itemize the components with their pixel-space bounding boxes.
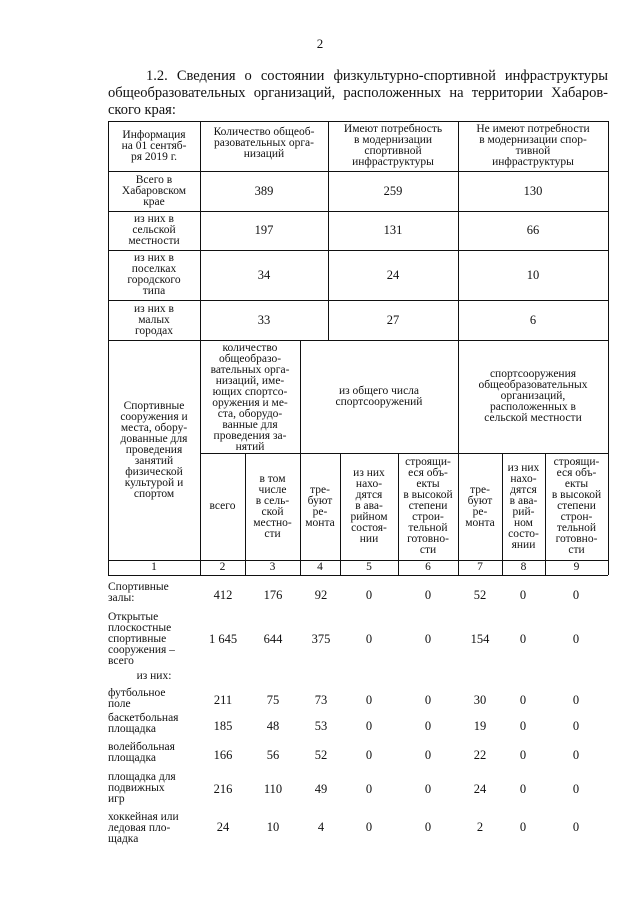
column-number: 4 [317, 561, 323, 573]
data-cell: 22 [473, 748, 487, 762]
data-cell: 0 [365, 693, 373, 707]
data-cell: 0 [365, 748, 373, 762]
data-cell: 0 [572, 693, 580, 707]
data-row-label: Открытые плоскостные спортивные сооружения – всего [108, 611, 175, 667]
table1-cell: 33 [257, 312, 271, 327]
data-cell: 0 [519, 693, 527, 707]
table2-group-header: спортсооружения общеобразовательных организаций, расположенных в сельской местности [478, 368, 588, 424]
table2-subheader: строящи- еся объ- екты в высокой степени строи- тельной готовно- сти [403, 456, 453, 556]
table1-header-info: Информация на 01 сентяб- ря 2019 г. [121, 128, 187, 163]
data-row-label: хоккейная или ледовая пло- щадка [108, 811, 179, 845]
table1-cell: 6 [529, 312, 537, 327]
data-cell: 75 [266, 693, 280, 707]
data-row-label: площадка для подвижных игр [108, 771, 176, 805]
data-cell: 92 [314, 588, 328, 602]
data-row-label: баскетбольная площадка [108, 712, 179, 735]
data-cell: 0 [424, 632, 432, 646]
data-cell: 0 [365, 632, 373, 646]
data-cell: 30 [473, 693, 487, 707]
data-cell: 0 [572, 632, 580, 646]
data-cell: 0 [572, 588, 580, 602]
table2-group-header: количество общеобразо- вательных орга- низаций, име- ющих спортсо- оружения и ме- ста, оборудо- ванные для проведения за- нятий [210, 342, 290, 453]
table1-row-label: Всего в Хабаровском крае [121, 173, 187, 208]
table1-header-count: Количество общеоб- разовательных орга- низаций [213, 126, 315, 160]
data-row-label: футбольное поле [108, 687, 166, 710]
column-number: 1 [151, 561, 157, 573]
data-cell: 0 [519, 820, 527, 834]
table1-cell: 24 [386, 267, 400, 282]
data-cell: 0 [572, 782, 580, 796]
data-cell: 0 [365, 719, 373, 733]
column-number: 2 [219, 561, 226, 573]
data-cell: 49 [314, 782, 328, 796]
table2-side-header: Спортивные сооружения и места, обору- дованные для проведения занятий физической культурой и спортом [120, 399, 188, 500]
data-cell: 4 [317, 820, 325, 834]
table1-cell: 197 [254, 223, 274, 237]
data-cell: 24 [216, 820, 230, 834]
table1-cell: 66 [526, 223, 540, 237]
data-cell: 0 [572, 820, 580, 834]
table2-subheader: в том числе в сель- ской местно- сти [253, 472, 292, 540]
column-number: 3 [269, 561, 276, 573]
data-cell: 10 [266, 820, 280, 834]
table2-group-header: из общего числа спортсооружений [335, 384, 423, 408]
data-cell: 211 [213, 693, 233, 707]
heading-line-3: ского края: [108, 102, 176, 118]
data-cell: 56 [266, 748, 280, 762]
table1-cell: 389 [254, 183, 274, 198]
table1-cell: 27 [386, 312, 400, 327]
data-cell: 19 [473, 719, 487, 733]
data-cell: 154 [470, 632, 490, 646]
data-cell: 0 [365, 820, 373, 834]
table2-subheader: из них нахо- дятся в ава- рий- ном состо- янии [507, 461, 540, 551]
data-cell: 0 [365, 588, 373, 602]
table2-subheader: тре- буют ре- монта [305, 483, 335, 529]
data-row-label: из них: [136, 670, 172, 682]
data-cell: 1 645 [208, 632, 238, 646]
data-cell: 52 [314, 748, 328, 762]
table1-cell: 130 [523, 183, 543, 198]
data-cell: 2 [476, 820, 484, 834]
table2-subheader: из них нахо- дятся в ава- рийном состоя- нии [350, 467, 388, 545]
table1-header-need: Имеют потребность в модернизации спортивной инфраструктуры [343, 123, 443, 168]
column-number: 8 [520, 561, 527, 573]
table2-subheader: тре- буют ре- монта [465, 483, 495, 529]
data-cell: 0 [424, 719, 432, 733]
data-cell: 412 [213, 588, 233, 602]
data-cell: 0 [519, 719, 527, 733]
data-cell: 53 [314, 719, 328, 733]
heading-line-1: 1.2. Сведения о состоянии физкультурно-спортивной инфраструктуры [146, 68, 608, 84]
data-cell: 0 [424, 748, 432, 762]
data-cell: 0 [424, 820, 432, 834]
data-cell: 0 [424, 693, 432, 707]
table2-subheader: всего [209, 500, 236, 512]
table1-row-label: из них в поселках городского типа [127, 252, 181, 297]
data-cell: 0 [519, 632, 527, 646]
column-number: 7 [477, 561, 483, 573]
data-cell: 375 [311, 632, 331, 646]
data-cell: 73 [314, 693, 328, 707]
data-cell: 0 [424, 588, 432, 602]
data-cell: 0 [365, 782, 373, 796]
data-cell: 166 [213, 748, 233, 762]
data-cell: 0 [519, 782, 527, 796]
data-cell: 110 [263, 782, 283, 796]
page-number: 2 [316, 36, 324, 51]
data-cell: 48 [266, 719, 280, 733]
data-cell: 24 [473, 782, 487, 796]
table1-header-no-need: Не имеют потребности в модернизации спор- тивной инфраструктуры [476, 123, 590, 168]
data-row-label: Спортивные залы: [108, 581, 169, 604]
data-row-label: волейбольная площадка [108, 741, 175, 764]
table1-cell: 259 [383, 183, 403, 198]
table1-row-label: из них в малых городах [134, 302, 174, 337]
table1-cell: 10 [526, 267, 540, 282]
data-cell: 185 [213, 719, 233, 733]
data-cell: 216 [213, 782, 233, 796]
data-cell: 0 [572, 748, 580, 762]
data-cell: 52 [473, 588, 487, 602]
table1-cell: 131 [383, 223, 403, 237]
table2-subheader: строящи- еся объ- екты в высокой степени строн- тельной готовно- сти [551, 456, 602, 556]
table1-row-label: из них в сельской местности [128, 213, 180, 247]
data-cell: 0 [572, 719, 580, 733]
data-cell: 176 [263, 588, 283, 602]
column-number: 6 [425, 561, 431, 573]
data-cell: 0 [424, 782, 432, 796]
heading-line-2: общеобразовательных организаций, расположенных на территории Хабаров- [108, 85, 608, 101]
data-cell: 0 [519, 588, 527, 602]
data-cell: 0 [519, 748, 527, 762]
table1-cell: 34 [257, 267, 271, 282]
column-number: 5 [366, 561, 372, 573]
column-number: 9 [573, 561, 580, 573]
data-cell: 644 [263, 632, 283, 646]
